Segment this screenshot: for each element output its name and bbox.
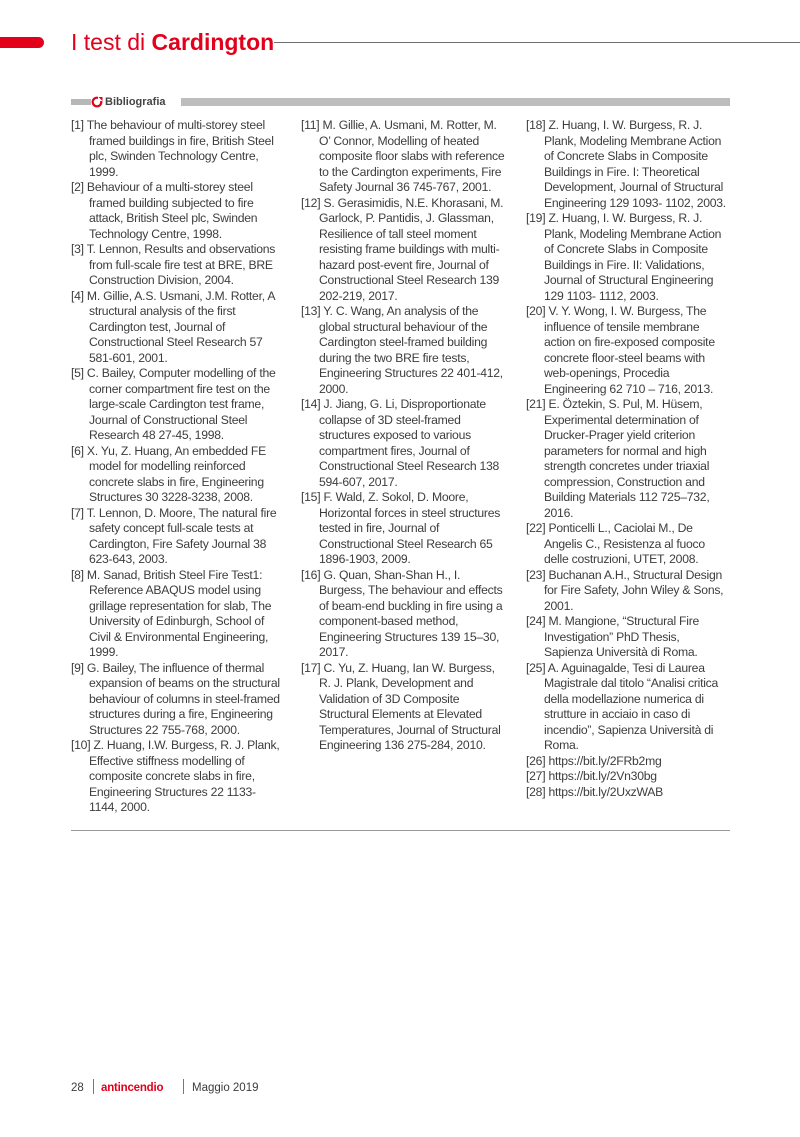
reference-item: [16] G. Quan, Shan-Shan H., I. Burgess, The behaviour and effects of beam-end buckling in fire using a component-based method, Engineering Structures 139 15–30, 2017. [301, 567, 503, 659]
reference-item: [24] M. Mangione, “Structural Fire Investigation” PhD Thesis, Sapienza Università di Roma. [526, 614, 700, 659]
reference-item: [5] C. Bailey, Computer modelling of the corner compartment fire test on the large-scale Cardington test frame, Journal of Constructional Steel Research 48 27-45, 1998. [71, 366, 276, 442]
reference-item: [11] M. Gillie, A. Usmani, M. Rotter, M. O’ Connor, Modelling of heated composite floor slabs with reference to the Cardington experiments, Fire Safety Journal 36 745-767, 2001. [301, 118, 505, 194]
page-title-lead: I test di [71, 29, 152, 55]
reference-item: [4] M. Gillie, A.S. Usmani, J.M. Rotter, A structural analysis of the first Cardington test, Journal of Constructional Steel Research 57 581-601, 2001. [71, 288, 275, 365]
reference-item: [3] T. Lennon, Results and observations from full-scale fire test at BRE, BRE Construction Division, 2004. [71, 242, 276, 287]
circular-arrow-icon [91, 96, 103, 108]
reference-link[interactable]: [27] https://bit.ly/2Vn30bg [526, 769, 657, 783]
reference-item: [18] Z. Huang, I. W. Burgess, R. J. Plank, Modeling Membrane Action of Concrete Slabs in Composite Buildings in Fire. I: Theoretical Development, Journal of Structural Engineering 129 1093- 1102, 2003. [526, 118, 726, 210]
header-rule [274, 42, 800, 43]
reference-item: [6] X. Yu, Z. Huang, An embedded FE model for modelling reinforced concrete slabs in fire, Engineering Structures 30 3228-3238, 2008. [71, 443, 266, 504]
reference-item: [2] Behaviour of a multi-storey steel framed building subjected to fire attack, British Steel plc, Swinden Technology Centre, 1998. [71, 180, 258, 241]
page-title [71, 28, 274, 56]
references-column-1 [71, 118, 281, 816]
reference-item: [22] Ponticelli L., Caciolai M., De Angelis C., Resistenza al fuoco delle costruzioni, UTET, 2008. [526, 521, 705, 566]
reference-item: [23] Buchanan A.H., Structural Design for Fire Safety, John Wiley & Sons, 2001. [526, 567, 724, 613]
page-number: 28 [71, 1082, 84, 1094]
reference-item: [21] E. Öztekin, S. Pul, M. Hüsem, Experimental determination of Drucker-Prager yield criterion parameters for normal and high strength concretes under triaxial compression, Construction and Building Materials 112 725–732, 2016. [526, 397, 710, 520]
brand-logo: antincendio [101, 1082, 164, 1094]
footer-divider [183, 1079, 184, 1094]
reference-item: [12] S. Gerasimidis, N.E. Khorasani, M. Garlock, P. Pantidis, J. Glassman, Resilience of tall steel moment resisting frame buildings with multi-hazard post-event fire, Journal of Constructional Steel Research 139 202-219, 2017. [301, 195, 504, 303]
reference-item: [1] The behaviour of multi-storey steel framed buildings in fire, British Steel plc, Swinden Technology Centre, 1999. [71, 118, 274, 179]
section-bar-left [71, 99, 91, 105]
reference-link[interactable]: [28] https://bit.ly/2UxzWAB [526, 784, 664, 799]
references-column-3 [526, 118, 731, 800]
reference-item: [19] Z. Huang, I. W. Burgess, R. J. Plank, Modeling Membrane Action of Concrete Slabs in Composite Buildings in Fire. II: Validations, Journal of Structural Engineering 129 1103- 1112, 2003. [526, 211, 722, 303]
reference-item: [13] Y. C. Wang, An analysis of the global structural behaviour of the Cardington steel-framed building during the two BRE fire tests, Engineering Structures 22 401-412, 2000. [301, 304, 503, 396]
reference-item: [17] C. Yu, Z. Huang, Ian W. Burgess, R. J. Plank, Development and Validation of 3D Composite Structural Elements at Elevated Temperatures, Journal of Structural Engineering 136 275-284, 2010. [301, 660, 501, 752]
page-title-emphasis: Cardington [151, 29, 275, 55]
reference-link[interactable]: [26] https://bit.ly/2FRb2mg [526, 753, 662, 768]
reference-item: [7] T. Lennon, D. Moore, The natural fire safety concept full-scale tests at Cardington, Fire Safety Journal 38 623-643, 2003. [71, 505, 277, 566]
reference-item: [15] F. Wald, Z. Sokol, D. Moore, Horizontal forces in steel structures tested in fire, Journal of Constructional Steel Research 65 1896-1903, 2009. [301, 490, 501, 566]
reference-item: [25] A. Aguinagalde, Tesi di Laurea Magistrale dal titolo “Analisi critica della modellazione numerica di strutture in acciaio in caso di incendio”, Sapienza Università di Roma. [526, 660, 719, 752]
reference-item: [8] M. Sanad, British Steel Fire Test1: Reference ABAQUS model using grillage representation for slab, The University of Edinburgh, School of Civil & Environmental Engineering, 1999. [71, 567, 272, 659]
footer-divider [93, 1079, 94, 1094]
reference-item: [10] Z. Huang, I.W. Burgess, R. J. Plank, Effective stiffness modelling of composite concrete slabs in fire, Engineering Structures 22 1133-1144, 2000. [71, 738, 280, 814]
section-title: Bibliografia [105, 96, 166, 108]
section-bar-right [181, 98, 730, 106]
references-column-2 [301, 118, 506, 754]
reference-item: [9] G. Bailey, The influence of thermal expansion of beams on the structural behaviour of columns in steel-framed structures during a fire, Engineering Structures 22 755-768, 2000. [71, 660, 280, 737]
reference-item: [20] V. Y. Wong, I. W. Burgess, The influence of tensile membrane action on fire-exposed composite concrete floor-steel beams with web-openings, Procedia Engineering 62 710 – 716, 2013. [526, 304, 715, 396]
reference-item: [14] J. Jiang, G. Li, Disproportionate collapse of 3D steel-framed structures exposed to various compartment fires, Journal of Constructional Steel Research 138 594-607, 2017. [301, 397, 500, 489]
section-end-rule [71, 830, 730, 831]
header-accent-bar [0, 37, 44, 48]
issue-date: Maggio 2019 [192, 1082, 259, 1094]
